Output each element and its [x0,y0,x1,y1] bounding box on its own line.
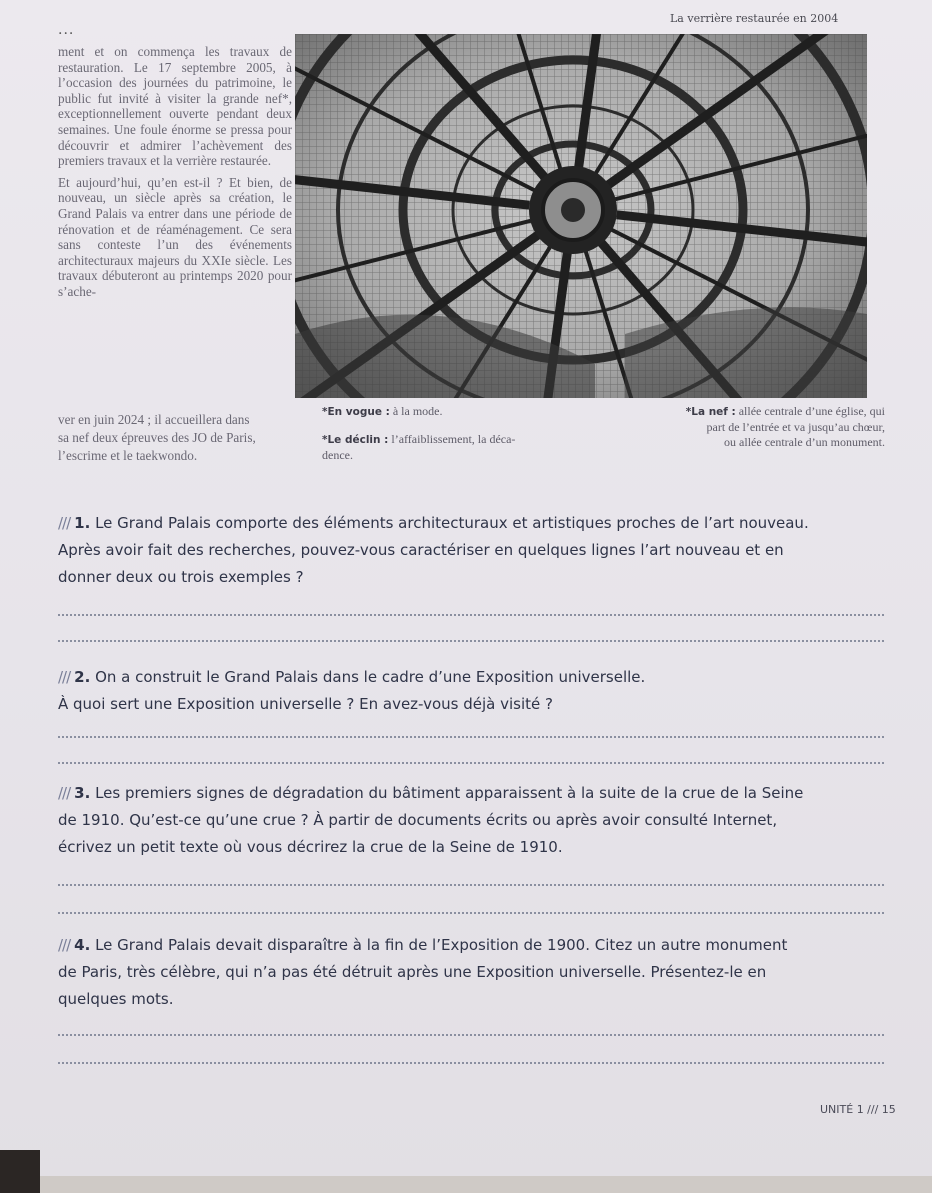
question-1 [58,510,888,591]
footnote-nef-term: *La nef : [685,406,736,418]
question-2-text-2: À quoi sert une Exposition universelle ? En avez-vous déjà visité ? [58,695,553,713]
answer-line-4b[interactable] [58,1062,884,1064]
question-2-marker: /// [58,668,71,686]
question-3-number: 3. [74,784,91,802]
footnote-nef [605,404,885,450]
question-4-text-3: quelques mots. [58,990,174,1008]
question-4-text-1: Le Grand Palais devait disparaître à la fin de l’Exposition de 1900. Citez un autre monument [95,936,788,954]
photo-caption: La verrière restaurée en 2004 [670,12,839,25]
question-2-text-1: On a construit le Grand Palais dans le cadre d’une Exposition universelle. [95,668,646,686]
dome-oculus-core [561,198,585,222]
footnote-vogue [322,404,442,420]
answer-line-1b[interactable] [58,640,884,642]
question-4-text-2: de Paris, très célèbre, qui n’a pas été détruit après une Exposition universelle. Présentez-le en [58,963,767,981]
answer-line-3a[interactable] [58,884,884,886]
question-1-marker: /// [58,514,71,532]
question-1-text-2: Après avoir fait des recherches, pouvez-vous caractériser en quelques lignes l’art nouveau et en [58,541,784,559]
question-1-text-3: donner deux ou trois exemples ? [58,568,304,586]
question-3-text-2: de 1910. Qu’est-ce qu’une crue ? À partir de documents écrits ou après avoir consulté Internet, [58,811,778,829]
intro-paragraph-2: Et aujourd’hui, qu’en est-il ? Et bien, de nouveau, un siècle après sa création, le Grand Palais va entrer dans une période de rénovation et de réaménagement. Ce sera sans conteste l’un des événements architecturaux majeurs du XXIe siècle. Les travaux débuteront au printemps 2020 pour s’ache- [58,174,292,299]
answer-line-3b[interactable] [58,912,884,914]
background-corner [0,1150,40,1193]
footnote-nef-definition-2: part de l’entrée et va jusqu’au chœur, [706,420,885,434]
answer-line-1a[interactable] [58,614,884,616]
question-4-marker: /// [58,936,71,954]
question-3-text-3: écrivez un petit texte où vous décrirez la crue de la Seine de 1910. [58,838,563,856]
question-4-number: 4. [74,936,91,954]
page-bottom-edge [30,1176,932,1193]
question-2-line-1 [58,664,888,691]
footnote-declin [322,432,602,463]
footnote-declin-definition-2: dence. [322,448,353,462]
glass-roof-photo [295,34,867,398]
answer-line-4a[interactable] [58,1034,884,1036]
answer-line-2b[interactable] [58,762,884,764]
answer-line-2a[interactable] [58,736,884,738]
continuation-ellipsis: ... [58,22,75,38]
question-4-line-1 [58,932,888,959]
intro-text-column [58,44,292,306]
question-4 [58,932,888,1013]
question-3-marker: /// [58,784,71,802]
question-1-line-1 [58,510,888,537]
question-1-text-1: Le Grand Palais comporte des éléments architecturaux et artistiques proches de l’art nouveau. [95,514,809,532]
footnote-nef-definition: allée centrale d’une église, qui [738,404,885,418]
page-footer: UNITÉ 1 /// 15 [820,1103,896,1116]
question-3-line-1 [58,780,888,807]
intro-paragraph-1: ment et on commença les travaux de restauration. Le 17 septembre 2005, à l’occasion des journées du patrimoine, le public fut invité à visiter la grande nef*, exceptionnellement ouverte pendant deux semaines. Une foule énorme se pressa pour découvrir et admirer l’achèvement des premiers travaux et la verrière restaurée. [58,44,292,169]
question-2 [58,664,888,718]
footnote-nef-definition-3: ou allée centrale d’un monument. [724,435,885,449]
intro-wide-line-2: sa nef deux épreuves des JO de Paris, [58,430,256,445]
footnote-vogue-term: *En vogue : [322,406,390,418]
footnote-vogue-definition: à la mode. [392,404,443,418]
question-1-number: 1. [74,514,91,532]
question-3-text-1: Les premiers signes de dégradation du bâtiment apparaissent à la suite de la crue de la Seine [95,784,804,802]
question-3 [58,780,888,861]
footnote-declin-definition: l’affaiblissement, la déca- [391,432,516,446]
question-2-number: 2. [74,668,91,686]
intro-wide-line-1: ver en juin 2024 ; il accueillera dans [58,412,250,427]
intro-wide-line-3: l’escrime et le taekwondo. [58,448,198,463]
footnote-declin-term: *Le déclin : [322,434,389,446]
